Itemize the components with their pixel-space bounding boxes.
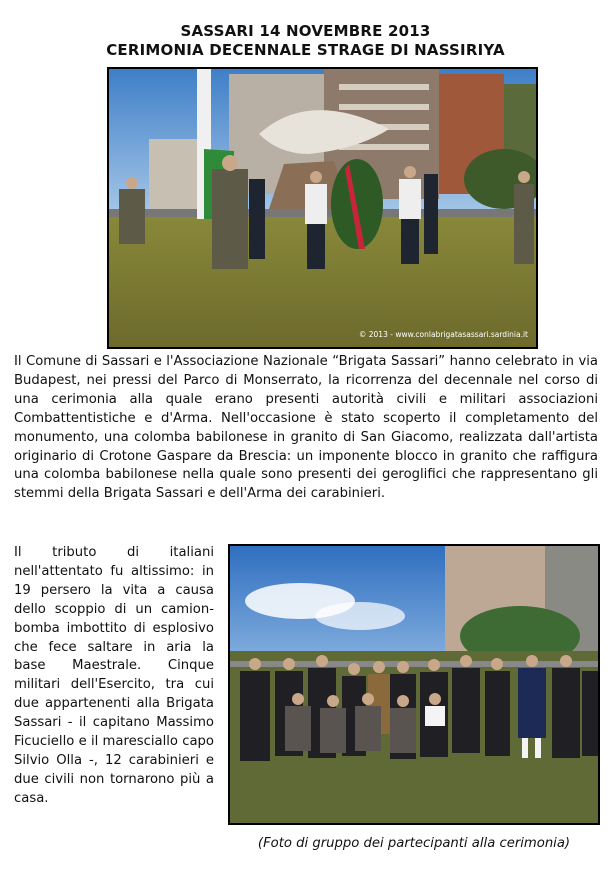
article-paragraph: Il Comune di Sassari e l'Associazione Nazionale “Brigata Sassari” hanno celebrato in via Budapest, nei pressi del Parco di Monserrato, la ricorrenza del decennale nel corso di una cerimonia alla quale erano presenti autorità civili e militari associazioni Combattentistiche e d'Arma. Nell'occasione è stato scoperto il completamento del monumento, una colomba babilonese in granito di San Giacomo, realizzata dall'artista originario di Crotone Gaspare da Brescia: un imponente blocco in granito che raffigura una colomba babilonese nella quale sono presenti dei geroglifici che rappresentano gli stemmi della Brigata Sassari e dell'Arma dei carabinieri. (14, 354, 598, 502)
page-subtitle: CERIMONIA DECENNALE STRAGE DI NASSIRIYA (106, 41, 505, 59)
ceremony-photo (107, 67, 538, 349)
photo-caption: (Foto di gruppo dei partecipanti alla cerimonia) (257, 836, 571, 851)
article-paragraph: Il tributo di italiani nell'attentato fu altissimo: in 19 persero la vita a causa dello scoppio di un camion-bomba imbottito di esplosivo che fece saltare in aria la base Maestrale. Cinque militari dell'Esercito, tra cui due appartenenti alla Brigata Sassari - il capitano Massimo Ficuciello e il maresciallo capo Silvio Olla -, 12 carabinieri e due civili non tornarono più a casa. (14, 545, 214, 806)
ceremony-photo-scene (109, 69, 536, 347)
group-photo (228, 544, 600, 825)
page-title: SASSARI 14 NOVEMBRE 2013 (180, 22, 431, 40)
group-photo-scene (230, 546, 598, 823)
photo-credit: © 2013 - www.conlabrigatasassari.sardinia.it (358, 330, 528, 339)
